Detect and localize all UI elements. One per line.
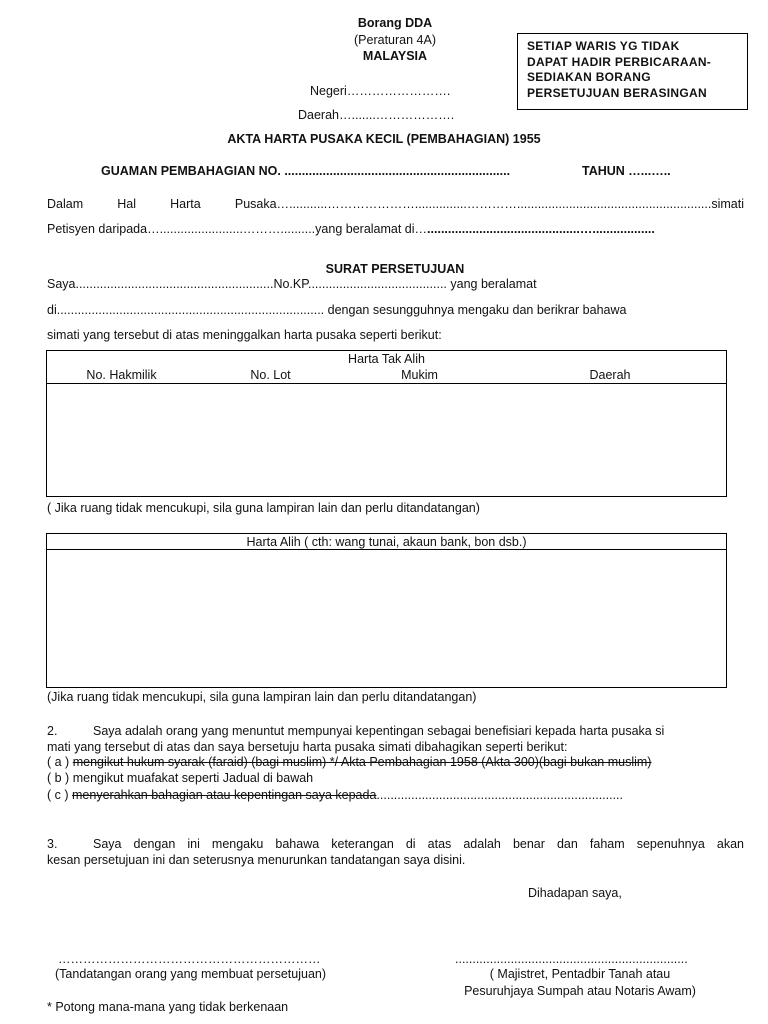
officer-caption-1: ( Majistret, Pentadbir Tanah atau <box>489 967 671 981</box>
column-title-number: No. Hakmilik <box>47 367 197 384</box>
option-a-text: mengikut hukum syarak (faraid) (bagi muslim) */ Akta Pembahagian 1958 (Akta 300)(bagi bukan muslim) <box>72 755 652 769</box>
para3-line-1 <box>93 837 744 851</box>
district-field: Daerah….......………………. <box>298 108 455 122</box>
petition-line <box>47 222 655 236</box>
declaration-text: dengan sesungguhnya mengaku dan berikrar bahawa <box>327 303 627 317</box>
notice-line: DAPAT HADIR PERBICARAAN- <box>527 54 712 69</box>
officer-signature-line[interactable]: ................................................................... <box>455 952 688 966</box>
declarant-signature-line[interactable]: ……………………………………………………… <box>58 952 321 966</box>
para2-line-2: mati yang tersebut di atas dan saya bersetuju harta pusaka simati dibahagikan seperti berikut: <box>47 740 568 754</box>
option-a-label: ( a ) <box>47 755 70 769</box>
witness-heading: Dihadapan saya, <box>528 886 622 900</box>
column-mukim: Mukim <box>345 367 494 384</box>
para3-line-2: kesan persetujuan ini dan seterusnya menurunkan tandatangan saya disini. <box>47 853 466 867</box>
option-c <box>47 788 623 802</box>
consent-line-3: simati yang tersebut di atas meninggalkan harta pusaka seperti berikut: <box>47 328 442 342</box>
movable-property-table <box>46 533 727 688</box>
declarant-signature-caption: (Tandatangan orang yang membuat persetujuan) <box>55 967 327 981</box>
notice-box <box>517 33 748 110</box>
estate-prefix: Dalam Hal Harta Pusaka… <box>47 197 290 211</box>
name-field: Saya......................................................... <box>47 277 274 291</box>
option-b-text: mengikut muafakat seperti Jadual di bawah <box>72 771 314 785</box>
estate-suffix: simati <box>711 197 744 211</box>
notice-line: SETIAP WARIS YG TIDAK <box>527 39 680 53</box>
option-b <box>47 771 313 785</box>
consent-line-1 <box>47 277 537 291</box>
address-field: di............................................................................. <box>47 303 325 317</box>
movable-note: (Jika ruang tidak mencukupi, sila guna lampiran lain dan perlu ditandatangan) <box>47 690 477 704</box>
option-c-label: ( c ) <box>47 788 69 802</box>
immovable-property-table <box>46 350 727 497</box>
address-intro: yang beralamat <box>450 277 537 291</box>
case-year: TAHUN …...….. <box>582 164 671 178</box>
option-c-dots: ....................................................................... <box>376 788 623 802</box>
notice-line: SEDIAKAN BORANG <box>527 70 651 84</box>
case-number-line: GUAMAN PEMBAHAGIAN NO. ................................................................. <box>101 164 511 178</box>
immovable-note: ( Jika ruang tidak mencukupi, sila guna lampiran lain dan perlu ditandatangan) <box>47 501 480 515</box>
petition-dots: ........................……….......... <box>159 222 316 236</box>
consent-line-2 <box>47 303 626 317</box>
petition-middle: yang beralamat di… <box>315 222 428 236</box>
state-field: Negeri……………………. <box>310 84 451 98</box>
act-title: AKTA HARTA PUSAKA KECIL (PEMBAHAGIAN) 1955 <box>227 132 541 146</box>
para2-number: 2. <box>47 724 58 738</box>
notice-line: PERSETUJUAN BERASINGAN <box>527 85 707 100</box>
estate-dots: ...........…………………...............…………........................................................ <box>289 197 712 211</box>
officer-caption-2: Pesuruhjaya Sumpah atau Notaris Awam) <box>464 984 696 998</box>
immovable-entry-area[interactable] <box>47 384 727 497</box>
petition-dots-2: ............................................….................. <box>427 222 655 236</box>
option-c-text: menyerahkan bahagian atau kepentingan saya kepada <box>72 788 377 802</box>
movable-title: Harta Alih ( cth: wang tunai, akaun bank, bon dsb.) <box>47 534 727 550</box>
movable-entry-area[interactable] <box>47 550 727 688</box>
option-b-label: ( b ) <box>47 771 70 785</box>
column-district: Daerah <box>494 367 727 384</box>
footnote: * Potong mana-mana yang tidak berkenaan <box>47 1000 289 1014</box>
estate-line <box>47 197 744 211</box>
form-title: Borang DDA <box>357 16 433 30</box>
ic-field: No.KP........................................ <box>273 277 447 291</box>
petition-prefix: Petisyen daripada… <box>47 222 160 236</box>
para3-number: 3. <box>47 837 58 851</box>
para2-line-1: Saya adalah orang yang menuntut mempunyai kepentingan sebagai benefisiari kepada harta pusaka si <box>93 724 665 738</box>
country-label: MALAYSIA <box>362 49 428 63</box>
consent-title: SURAT PERSETUJUAN <box>325 262 465 276</box>
option-a <box>47 755 651 769</box>
column-lot-number: No. Lot <box>196 367 345 384</box>
para3-line-1-text: Saya dengan ini mengaku bahawa keterangan di atas adalah benar dan faham sepenuhnya akan <box>93 837 744 851</box>
regulation-label: (Peraturan 4A) <box>354 33 436 47</box>
immovable-title: Harta Tak Alih <box>47 351 727 367</box>
